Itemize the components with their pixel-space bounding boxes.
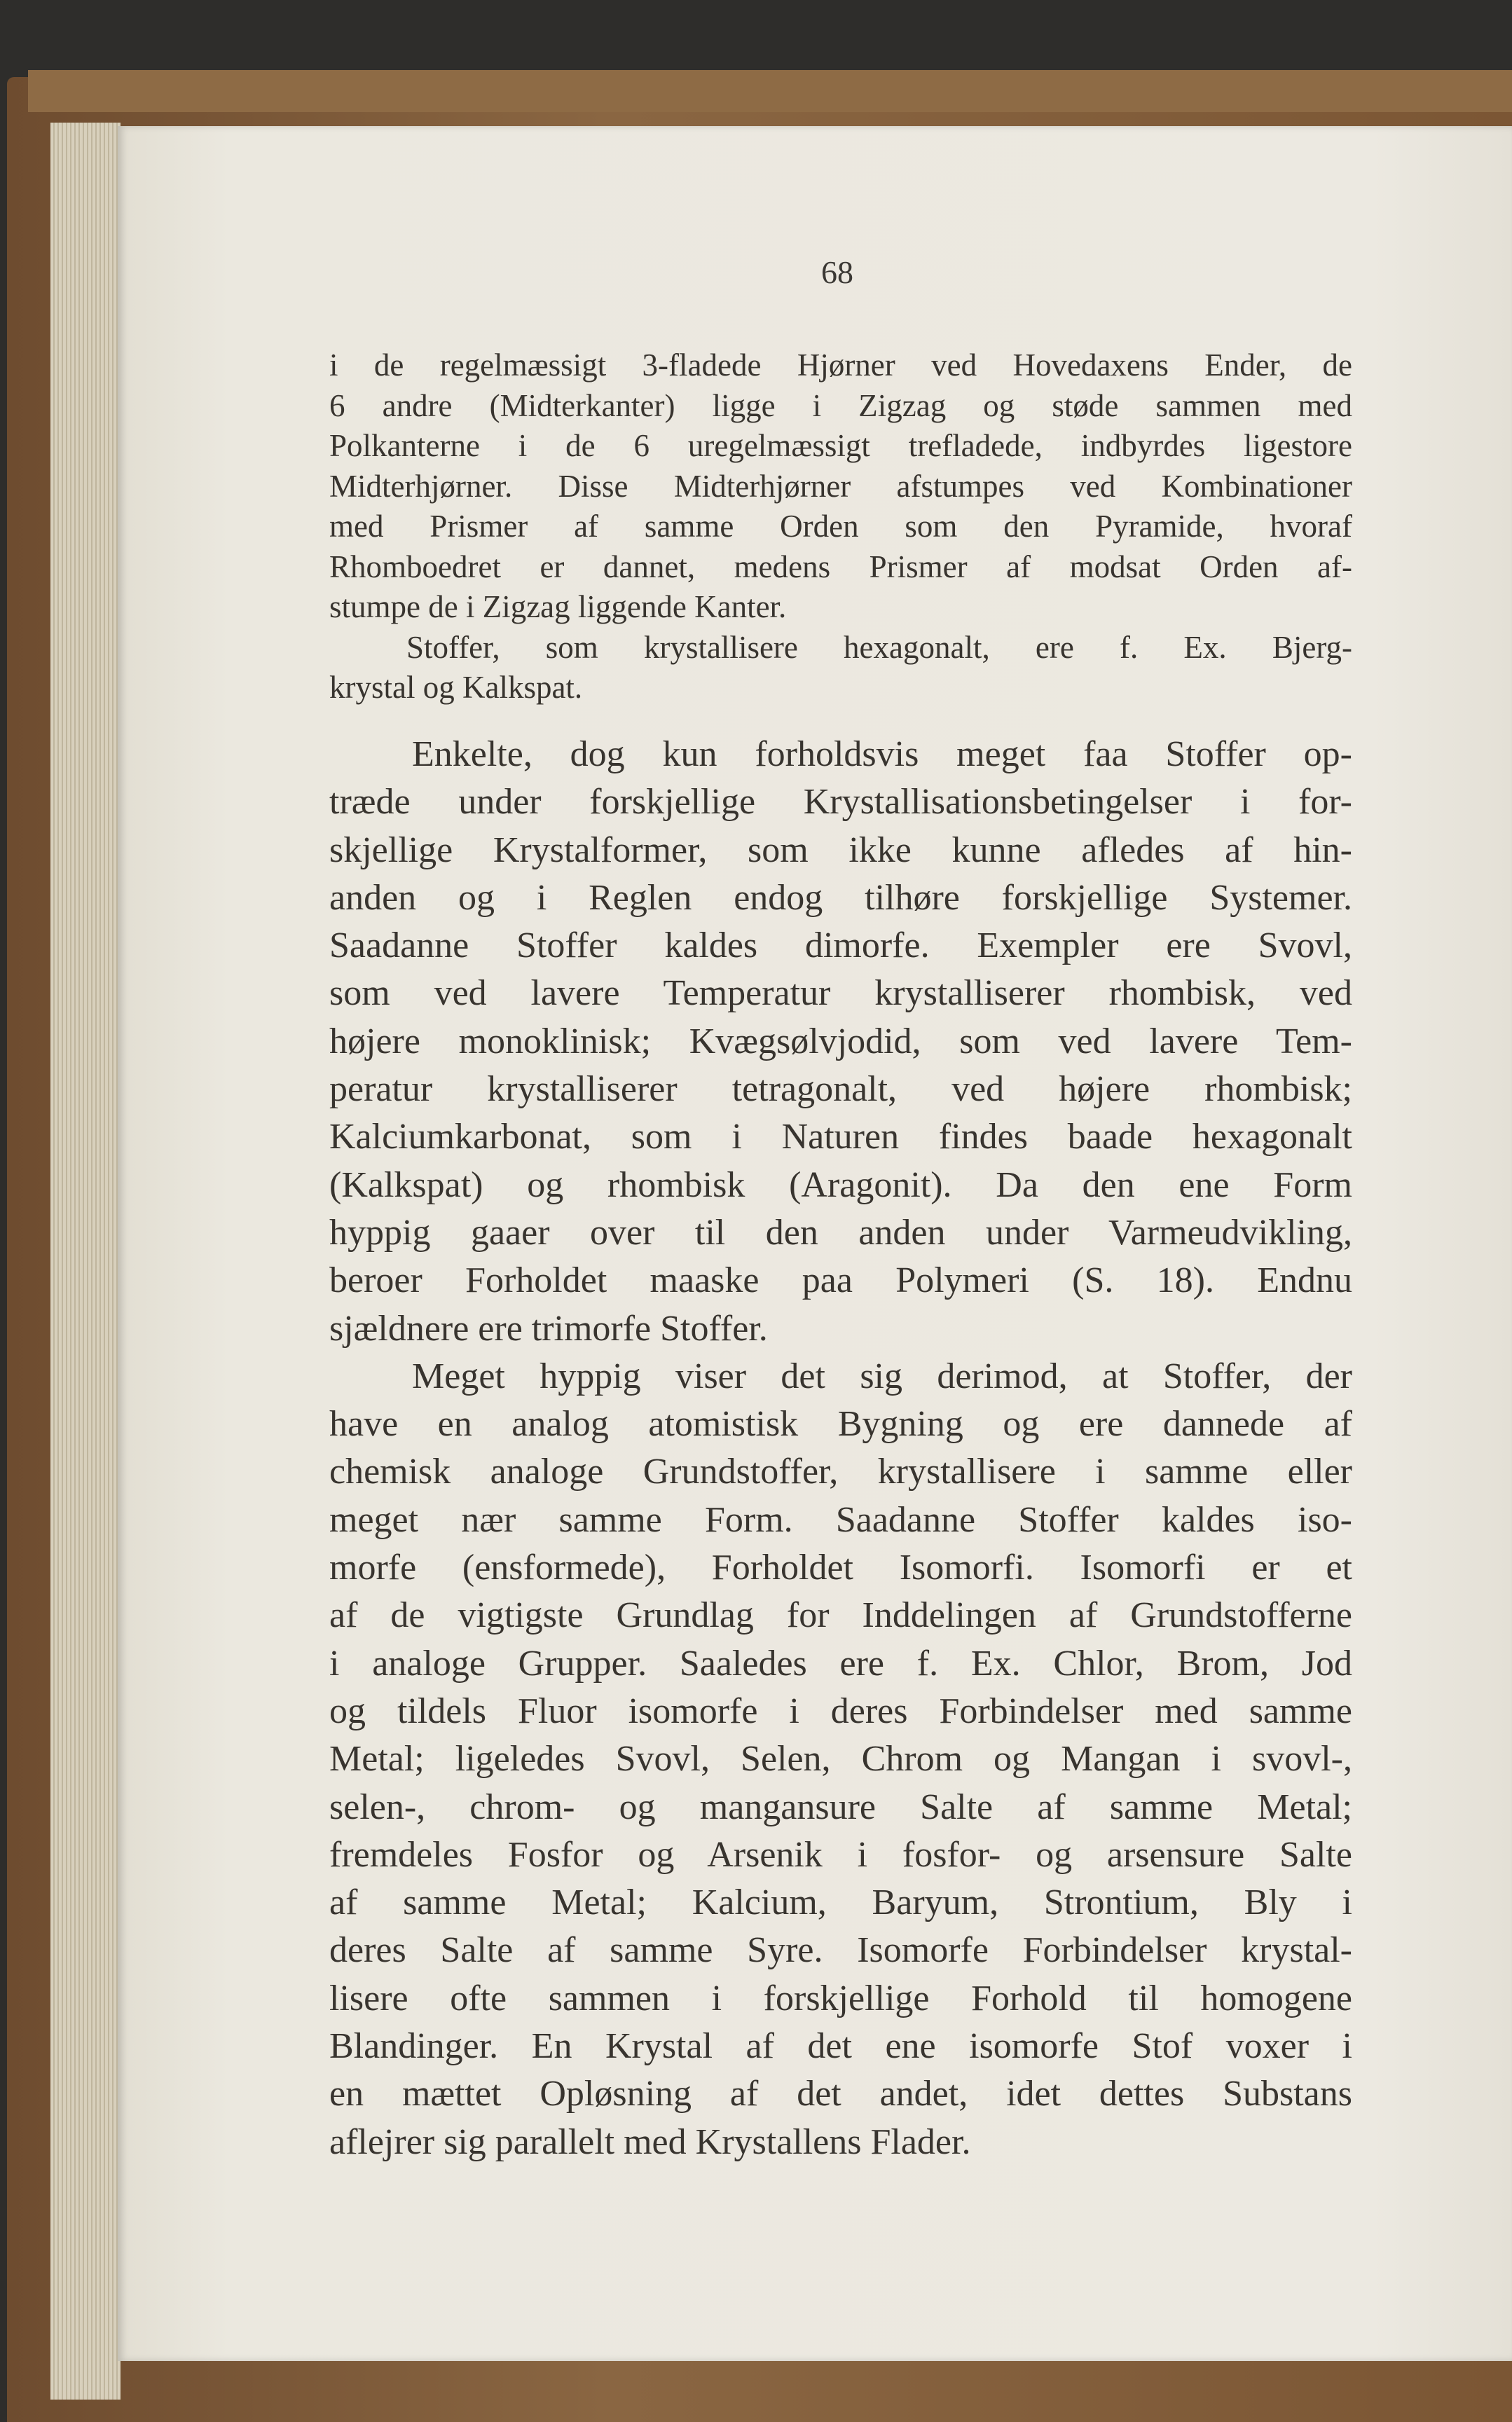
paragraph <box>329 628 1352 708</box>
text-line: af samme Metal; Kalcium, Baryum, Strontium, Bly i <box>329 1883 1352 1923</box>
text-block-small <box>329 345 1352 708</box>
page-number: 68 <box>821 254 853 290</box>
text-line: og tildels Fluor isomorfe i deres Forbindelser med samme <box>329 1691 1352 1731</box>
text-line: Meget hyppig viser det sig derimod, at Stoffer, der <box>412 1356 1352 1396</box>
text-line: en mættet Opløsning af det andet, idet dettes Substans <box>329 2074 1352 2114</box>
text-line: Stoffer, som krystallisere hexagonalt, ere f. Ex. Bjerg- <box>406 629 1352 665</box>
text-line: selen-, chrom- og mangansure Salte af samme Metal; <box>329 1787 1352 1827</box>
text-line: anden og i Reglen endog tilhøre forskjellige Systemer. <box>329 877 1352 918</box>
text-line: krystal og Kalkspat. <box>329 670 583 705</box>
text-line: 6 andre (Midterkanter) ligge i Zigzag og støde sammen med <box>329 387 1352 423</box>
text-line: Saadanne Stoffer kaldes dimorfe. Exempler ere Svovl, <box>329 926 1352 966</box>
text-line: beroer Forholdet maaske paa Polymeri (S. 18). Endnu <box>329 1260 1352 1301</box>
text-line: i de regelmæssigt 3-fladede Hjørner ved Hovedaxens Ender, de <box>329 348 1352 383</box>
text-line: (Kalkspat) og rhombisk (Aragonit). Da den ene Form <box>329 1164 1352 1205</box>
text-line: meget nær samme Form. Saadanne Stoffer kaldes iso- <box>329 1499 1352 1540</box>
text-line: Polkanterne i de 6 uregelmæssigt trefladede, indbyrdes ligestore <box>329 428 1352 463</box>
text-line: morfe (ensformede), Forholdet Isomorfi. Isomorfi er et <box>329 1548 1352 1588</box>
text-line: have en analog atomistisk Bygning og ere dannede af <box>329 1404 1352 1445</box>
text-line: højere monoklinisk; Kvægsølvjodid, som ved lavere Tem- <box>329 1021 1352 1061</box>
paragraph <box>329 345 1352 628</box>
text-line: Metal; ligeledes Svovl, Selen, Chrom og Mangan i svovl-, <box>329 1739 1352 1780</box>
book-cover-top-edge <box>28 70 1512 112</box>
text-line: af de vigtigste Grundlag for Inddelingen af Grundstofferne <box>329 1595 1352 1636</box>
text-line: lisere ofte sammen i forskjellige Forhold til homogene <box>329 1978 1352 2018</box>
text-line: med Prismer af samme Orden som den Pyramide, hvoraf <box>329 509 1352 544</box>
text-line: Enkelte, dog kun forholdsvis meget faa Stoffer op- <box>412 734 1352 774</box>
text-line: Blandinger. En Krystal af det ene isomorfe Stof voxer i <box>329 2026 1352 2067</box>
text-line: som ved lavere Temperatur krystalliserer rhombisk, ved <box>329 973 1352 1014</box>
text-line: hyppig gaaer over til den anden under Varmeudvikling, <box>329 1212 1352 1253</box>
text-line: skjellige Krystalformer, som ikke kunne afledes af hin- <box>329 830 1352 870</box>
text-line: stumpe de i Zigzag liggende Kanter. <box>329 589 787 624</box>
paragraph <box>329 731 1352 1353</box>
text-line: chemisk analoge Grundstoffer, krystallisere i samme eller <box>329 1452 1352 1492</box>
text-line: i analoge Grupper. Saaledes ere f. Ex. Chlor, Brom, Jod <box>329 1643 1352 1684</box>
text-line: deres Salte af samme Syre. Isomorfe Forbindelser krystal- <box>329 1930 1352 1971</box>
text-block-main <box>329 731 1352 2166</box>
text-line: Midterhjørner. Disse Midterhjørner afstumpes ved Kombinationer <box>329 468 1352 504</box>
text-line: peratur krystalliserer tetragonalt, ved højere rhombisk; <box>329 1069 1352 1110</box>
text-line: Rhomboedret er dannet, medens Prismer af modsat Orden af- <box>329 549 1352 584</box>
page-edges <box>50 123 121 2400</box>
text-line: fremdeles Fosfor og Arsenik i fosfor- og arsensure Salte <box>329 1834 1352 1875</box>
text-line: sjældnere ere trimorfe Stoffer. <box>329 1308 768 1349</box>
text-line: aflejrer sig parallelt med Krystallens Flader. <box>329 2121 971 2162</box>
paragraph <box>329 1353 1352 2166</box>
text-line: træde under forskjellige Krystallisationsbetingelser i for- <box>329 782 1352 823</box>
text-line: Kalciumkarbonat, som i Naturen findes baade hexagonalt <box>329 1117 1352 1157</box>
